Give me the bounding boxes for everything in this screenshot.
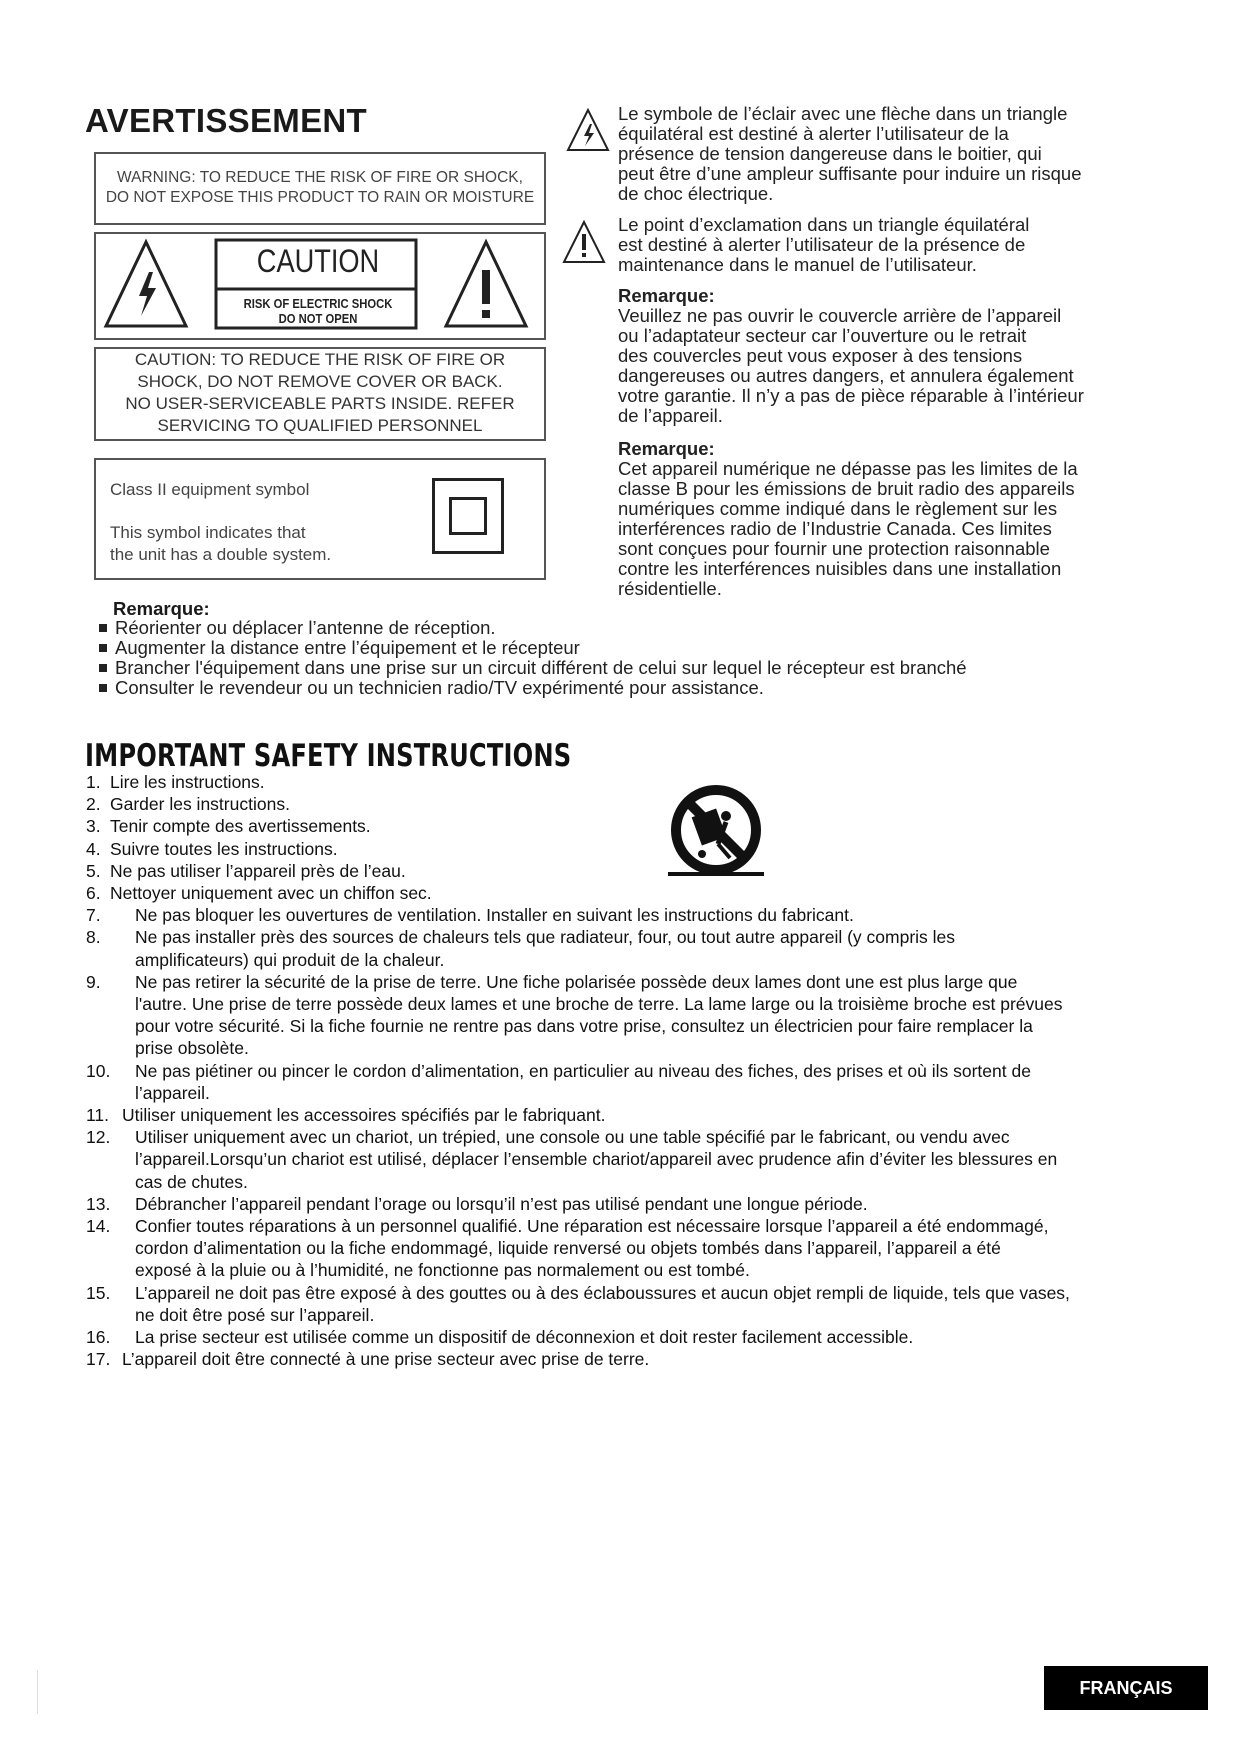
caution-text-line: SERVICING TO QUALIFIED PERSONNEL [157,416,483,435]
lightning-triangle-icon [106,242,186,326]
text-line: maintenance dans le manuel de l’utilisateur. [618,254,977,275]
item-text: Tenir compte des avertissements. [110,816,371,837]
item-number: 6. [86,883,101,904]
safety-title: IMPORTANT SAFETY INSTRUCTIONS [85,738,572,774]
caution-sub-line: DO NOT OPEN [278,312,358,326]
caution-title: CAUTION [256,243,380,279]
item-text: l’appareil.Lorsqu’un chariot est utilisé, déplacer l’ensemble chariot/appareil avec prudence afin d’éviter les blessures en [135,1149,1058,1170]
list-item [95,678,967,698]
item-number: 1. [86,772,101,792]
list-item [86,793,1196,815]
item-text: Lire les instructions. [110,772,265,792]
list-item [86,1282,1196,1326]
item-text: Débrancher l’appareil pendant l’orage ou lorsqu’il n’est pas utilisé pendant une longue période. [135,1193,868,1214]
item-text: pour votre sécurité. Si la fiche fournie ne rentre pas dans votre prise, consultez un électricien pour faire remplacer la [135,1016,1033,1037]
warning-line: WARNING: TO REDUCE THE RISK OF FIRE OR SHOCK, [117,169,523,186]
caution-text-line: NO USER-SERVICEABLE PARTS INSIDE. REFER [125,394,515,413]
remark-heading: Remarque: [618,285,715,306]
bullet-text: Augmenter la distance entre l’équipement et le récepteur [115,637,580,658]
item-number: 17. [86,1349,111,1370]
text-line: Le symbole de l’éclair avec une flèche dans un triangle [618,103,1068,124]
item-text: La prise secteur est utilisée comme un dispositif de déconnexion et doit rester facilement accessible. [135,1327,914,1348]
remark-heading: Remarque: [618,438,715,459]
item-text: cordon d’alimentation ou la fiche endommagé, liquide renversé ou objets tombés dans l’appareil, l’appareil a été [135,1238,1001,1259]
item-number: 5. [86,860,101,881]
text-line: Le point d’exclamation dans un triangle équilatéral [618,214,1030,235]
item-number: 13. [86,1193,111,1214]
item-number: 11. [86,1105,110,1126]
item-number: 9. [86,971,101,992]
item-text: ne doit être posé sur l’appareil. [135,1304,375,1325]
caution-text-line: SHOCK, DO NOT REMOVE COVER OR BACK. [137,372,503,391]
list-item [86,860,1196,882]
item-number: 12. [86,1127,111,1148]
language-tab: FRANÇAIS [1044,1666,1208,1710]
double-square-icon [432,478,504,554]
remark-bullet-list [95,618,967,698]
list-item [86,882,1196,904]
text-line: dangereuses ou autres dangers, et annulera également [618,365,1074,386]
text-line: Cet appareil numérique ne dépasse pas les limites de la [618,458,1078,479]
caution-sub [228,297,408,327]
list-item [86,1193,1196,1215]
class2-desc-line: the unit has a double system. [110,545,332,564]
bullet-text: Brancher l'équipement dans une prise sur un circuit différent de celui sur lequel le récepteur est branché [115,657,967,678]
exclamation-triangle-icon [562,220,606,264]
list-item [86,926,1196,970]
caution-text-box [94,347,546,441]
list-item [86,1326,1196,1348]
text-line: interférences radio de l’Industrie Canada. Ces limites [618,518,1052,539]
list-item [86,1060,1196,1104]
bullet-square-icon [99,664,107,672]
page-title: AVERTISSEMENT [85,102,367,139]
text-line: présence de tension dangereuse dans le boitier, qui [618,143,1042,164]
item-text: Confier toutes réparations à un personnel qualifié. Une réparation est nécessaire lorsque l’appareil a été endommagé, [135,1216,1049,1237]
item-text: Ne pas retirer la sécurité de la prise de terre. Une fiche polarisée possède deux lames dont une est plus large que [135,971,1018,992]
item-text: cas de chutes. [135,1171,248,1192]
class2-title: Class II equipment symbol [110,480,310,499]
item-text: Ne pas bloquer les ouvertures de ventilation. Installer en suivant les instructions du fabricant. [135,905,854,926]
item-text: Ne pas piétiner ou pincer le cordon d’alimentation, en particulier au niveau des fiches, des prises et où ils sortent de [135,1060,1031,1081]
list-item [95,658,967,678]
item-text: l’appareil. [135,1082,210,1103]
list-item [86,1215,1196,1282]
text-line: classe B pour les émissions de bruit radio des appareils [618,478,1075,499]
caution-sub-line: RISK OF ELECTRIC SHOCK [243,297,393,311]
item-number: 3. [86,816,101,837]
bullet-text: Consulter le revendeur ou un technicien radio/TV expérimenté pour assistance. [115,677,764,698]
bullet-square-icon [99,684,107,692]
text-line: contre les interférences nuisibles dans une installation [618,558,1062,579]
item-text: l'autre. Une prise de terre possède deux lames et une broche de terre. La lame large ou la troisième broche est prévues [135,994,1063,1015]
caution-graphic [94,232,546,340]
item-text: Suivre toutes les instructions. [110,838,338,859]
class2-box [94,458,546,580]
text-line: des couvercles peut vous exposer à des tensions [618,345,1023,366]
safety-instructions-list [86,771,1196,1370]
list-item [86,904,1196,926]
text-line: équilatéral est destiné à alerter l’utilisateur de la [618,123,1009,144]
remark-heading: Remarque: [113,598,210,619]
page-edge-line [37,1670,38,1714]
text-line: résidentielle. [618,578,722,599]
list-item [95,638,967,658]
item-text: Ne pas utiliser l’appareil près de l’eau. [110,860,406,881]
warning-box [94,152,546,225]
text-line: est destiné à alerter l’utilisateur de la présence de [618,234,1026,255]
item-text: Garder les instructions. [110,794,290,815]
bullet-square-icon [99,624,107,632]
list-item [86,1104,1196,1126]
item-number: 4. [86,838,101,859]
item-number: 8. [86,927,101,948]
class2-desc [110,522,331,566]
text-line: de l’appareil. [618,405,723,426]
item-number: 2. [86,794,101,815]
exclamation-triangle-icon [446,242,526,326]
item-number: 15. [86,1282,111,1303]
item-text: Nettoyer uniquement avec un chiffon sec. [110,883,432,904]
exclamation-description [618,215,1029,275]
lightning-description [618,104,1082,204]
item-text: exposé à la pluie ou à l’humidité, ne fonctionne pas normalement ou est tombé. [135,1260,750,1281]
item-number: 10. [86,1060,111,1081]
remark-class-b [618,439,1078,599]
text-line: sont conçues pour fournir une protection raisonnable [618,538,1050,559]
text-line: ou l’adaptateur secteur car l’ouverture ou le retrait [618,325,1027,346]
remark-cover [618,286,1084,426]
text-line: votre garantie. Il n’y a pas de pièce réparable à l’intérieur [618,385,1084,406]
list-item [86,971,1196,1060]
item-text: L’appareil ne doit pas être exposé à des gouttes ou à des éclaboussures et aucun objet rempli de liquide, tels que vases, [135,1282,1070,1303]
item-text: Utiliser uniquement les accessoires spécifiés par le fabriquant. [122,1105,606,1126]
item-text: amplificateurs) qui produit de la chaleur. [135,949,445,970]
caution-text-line: CAUTION: TO REDUCE THE RISK OF FIRE OR [134,350,506,369]
list-item [95,618,967,638]
item-number: 14. [86,1216,111,1237]
list-item [86,771,1196,793]
list-item [86,1126,1196,1193]
text-line: peut être d’une ampleur suffisante pour induire un risque [618,163,1082,184]
warning-line: DO NOT EXPOSE THIS PRODUCT TO RAIN OR MOISTURE [105,189,535,206]
item-text: prise obsolète. [135,1038,249,1059]
item-text: Ne pas installer près des sources de chaleurs tels que radiateur, four, ou tout autre appareil (y compris les [135,927,956,948]
list-item [86,1348,1196,1370]
list-item [86,815,1196,837]
item-number: 7. [86,905,101,926]
text-line: Veuillez ne pas ouvrir le couvercle arrière de l’appareil [618,305,1062,326]
bullet-text: Réorienter ou déplacer l’antenne de réception. [115,617,496,638]
text-line: de choc électrique. [618,183,774,204]
class2-desc-line: This symbol indicates that [110,523,306,542]
text-line: numériques comme indiqué dans le règlement sur les [618,498,1058,519]
item-text: L’appareil doit être connecté à une prise secteur avec prise de terre. [122,1349,650,1370]
bullet-square-icon [99,644,107,652]
item-number: 16. [86,1327,111,1348]
list-item [86,838,1196,860]
lightning-triangle-icon [566,108,610,152]
item-text: Utiliser uniquement avec un chariot, un trépied, une console ou une table spécifié par le fabricant, ou vendu avec [135,1127,1010,1148]
